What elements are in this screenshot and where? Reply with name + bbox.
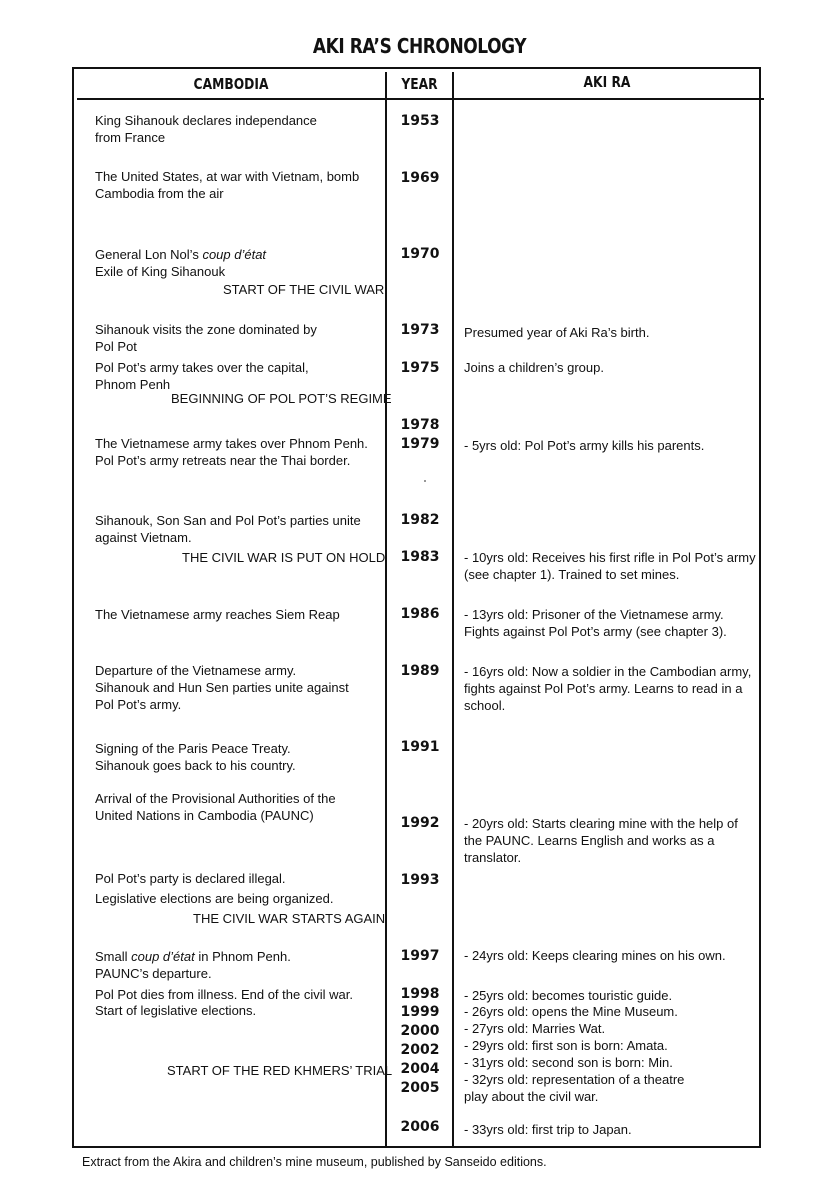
akira-1992-line1: - 20yrs old: Starts clearing mine with the help of: [464, 816, 738, 831]
year-1997: 1997: [400, 948, 440, 964]
akira-2006: - 33yrs old: first trip to Japan.: [464, 1122, 632, 1137]
header-divider: [77, 98, 764, 100]
year-1993: 1993: [400, 872, 440, 888]
year-1975: 1975: [400, 360, 440, 376]
cambodia-2004-event: START OF THE RED KHMERS’ TRIAL: [167, 1063, 393, 1078]
year-1978: 1978: [400, 417, 440, 433]
akira-1986-line1: - 13yrs old: Prisoner of the Vietnamese army.: [464, 607, 724, 622]
year-1982: 1982: [400, 512, 440, 528]
cambodia-1993-line1: Pol Pot’s party is declared illegal.: [95, 871, 286, 886]
akira-1989-line3: school.: [464, 698, 506, 713]
year-1991: 1991: [400, 739, 440, 755]
cambodia-1998-line1: Pol Pot dies from illness. End of the civil war.: [95, 987, 353, 1002]
column-divider-right: [452, 72, 454, 1148]
year-1986: 1986: [400, 606, 440, 622]
akira-2004-line1: - 31yrs old: second son is born: Min.: [464, 1055, 673, 1070]
source-footnote: Extract from the Akira and children’s mine museum, published by Sanseido editions.: [82, 1155, 547, 1169]
akira-1986-line2: Fights against Pol Pot’s army (see chapter 3).: [464, 624, 727, 639]
year-1970: 1970: [400, 246, 440, 262]
cambodia-1992-line2: United Nations in Cambodia (PAUNC): [95, 808, 314, 823]
year-1989: 1989: [400, 663, 440, 679]
akira-2002: - 29yrs old: first son is born: Amata.: [464, 1038, 668, 1053]
cambodia-1997-line1: Small coup d’état in Phnom Penh.: [95, 949, 291, 964]
year-1953: 1953: [400, 113, 440, 129]
cambodia-1998-line2: Start of legislative elections.: [95, 1003, 257, 1018]
cambodia-1975-line2: Phnom Penh: [95, 377, 171, 392]
cambodia-1986-line1: The Vietnamese army reaches Siem Reap: [95, 607, 340, 622]
akira-1999: - 26yrs old: opens the Mine Museum.: [464, 1004, 678, 1019]
cambodia-1975-event: BEGINNING OF POL POT’S REGIME: [171, 391, 392, 406]
akira-1997: - 24yrs old: Keeps clearing mines on his own.: [464, 948, 726, 963]
year-1983: 1983: [400, 549, 440, 565]
column-header-cambodia: CAMBODIA: [193, 75, 269, 93]
cambodia-1953-line2: from France: [95, 130, 166, 145]
cambodia-1993-event: THE CIVIL WAR STARTS AGAIN: [193, 911, 386, 926]
cambodia-1979-line1: The Vietnamese army takes over Phnom Penh.: [95, 436, 368, 451]
column-header-akira: AKI RA: [583, 73, 631, 91]
akira-1989-line2: fights against Pol Pot’s army. Learns to read in a: [464, 681, 743, 696]
year-2000: 2000: [400, 1023, 440, 1039]
akira-1983-line1: - 10yrs old: Receives his first rifle in Pol Pot’s army: [464, 550, 756, 565]
cambodia-1970-line2: Exile of King Sihanouk: [95, 264, 226, 279]
cambodia-1991-line1: Signing of the Paris Peace Treaty.: [95, 741, 291, 756]
year-2004: 2004: [400, 1061, 440, 1077]
akira-2004-line2: - 32yrs old: representation of a theatre: [464, 1072, 685, 1087]
year-2005: 2005: [400, 1080, 440, 1096]
year-1973: 1973: [400, 322, 440, 338]
cambodia-1983-event: THE CIVIL WAR IS PUT ON HOLD: [182, 550, 386, 565]
cambodia-1979-line2: Pol Pot’s army retreats near the Thai border.: [95, 453, 351, 468]
cambodia-1953-line1: King Sihanouk declares independance: [95, 113, 317, 128]
column-header-year: YEAR: [401, 75, 438, 93]
page-title: AKI RA’S CHRONOLOGY: [312, 34, 527, 58]
cambodia-1970-line1: General Lon Nol’s coup d’état: [95, 247, 267, 262]
cambodia-1975-line1: Pol Pot’s army takes over the capital,: [95, 360, 309, 375]
akira-1979: - 5yrs old: Pol Pot’s army kills his parents.: [464, 438, 705, 453]
year-2002: 2002: [400, 1042, 440, 1058]
akira-1992-line2: the PAUNC. Learns English and works as a: [464, 833, 715, 848]
cambodia-1991-line2: Sihanouk goes back to his country.: [95, 758, 296, 773]
akira-2005: play about the civil war.: [464, 1089, 599, 1104]
year-1992: 1992: [400, 815, 440, 831]
year-1969: 1969: [400, 170, 440, 186]
cambodia-1993-line2: Legislative elections are being organized.: [95, 891, 334, 906]
year-1999: 1999: [400, 1004, 440, 1020]
column-divider-left: [385, 72, 387, 1148]
cambodia-1970-event: START OF THE CIVIL WAR: [223, 282, 385, 297]
cambodia-1973-line1: Sihanouk visits the zone dominated by: [95, 322, 317, 337]
akira-1989-line1: - 16yrs old: Now a soldier in the Cambodian army,: [464, 664, 752, 679]
cambodia-1969-line2: Cambodia from the air: [95, 186, 224, 201]
akira-1998: - 25yrs old: becomes touristic guide.: [464, 988, 673, 1003]
year-2006: 2006: [400, 1119, 440, 1135]
cambodia-1969-line1: The United States, at war with Vietnam, bomb: [95, 169, 360, 184]
cambodia-1997-line2: PAUNC’s departure.: [95, 966, 212, 981]
cambodia-1989-line2: Sihanouk and Hun Sen parties unite against: [95, 680, 349, 695]
cambodia-1989-line1: Departure of the Vietnamese army.: [95, 663, 297, 678]
cambodia-1989-line3: Pol Pot’s army.: [95, 697, 182, 712]
akira-1975: Joins a children’s group.: [464, 360, 604, 375]
akira-1983-line2: (see chapter 1). Trained to set mines.: [464, 567, 680, 582]
akira-1992-line3: translator.: [464, 850, 522, 865]
akira-2000: - 27yrs old: Marries Wat.: [464, 1021, 606, 1036]
akira-1973: Presumed year of Aki Ra’s birth.: [464, 325, 650, 340]
cambodia-1992-line1: Arrival of the Provisional Authorities of the: [95, 791, 336, 806]
cambodia-1982-line1: Sihanouk, Son San and Pol Pot’s parties unite: [95, 513, 361, 528]
cambodia-1973-line2: Pol Pot: [95, 339, 137, 354]
cambodia-1982-line2: against Vietnam.: [95, 530, 192, 545]
separator-dot: [424, 480, 426, 482]
year-1979: 1979: [400, 436, 440, 452]
year-1998: 1998: [400, 986, 440, 1002]
